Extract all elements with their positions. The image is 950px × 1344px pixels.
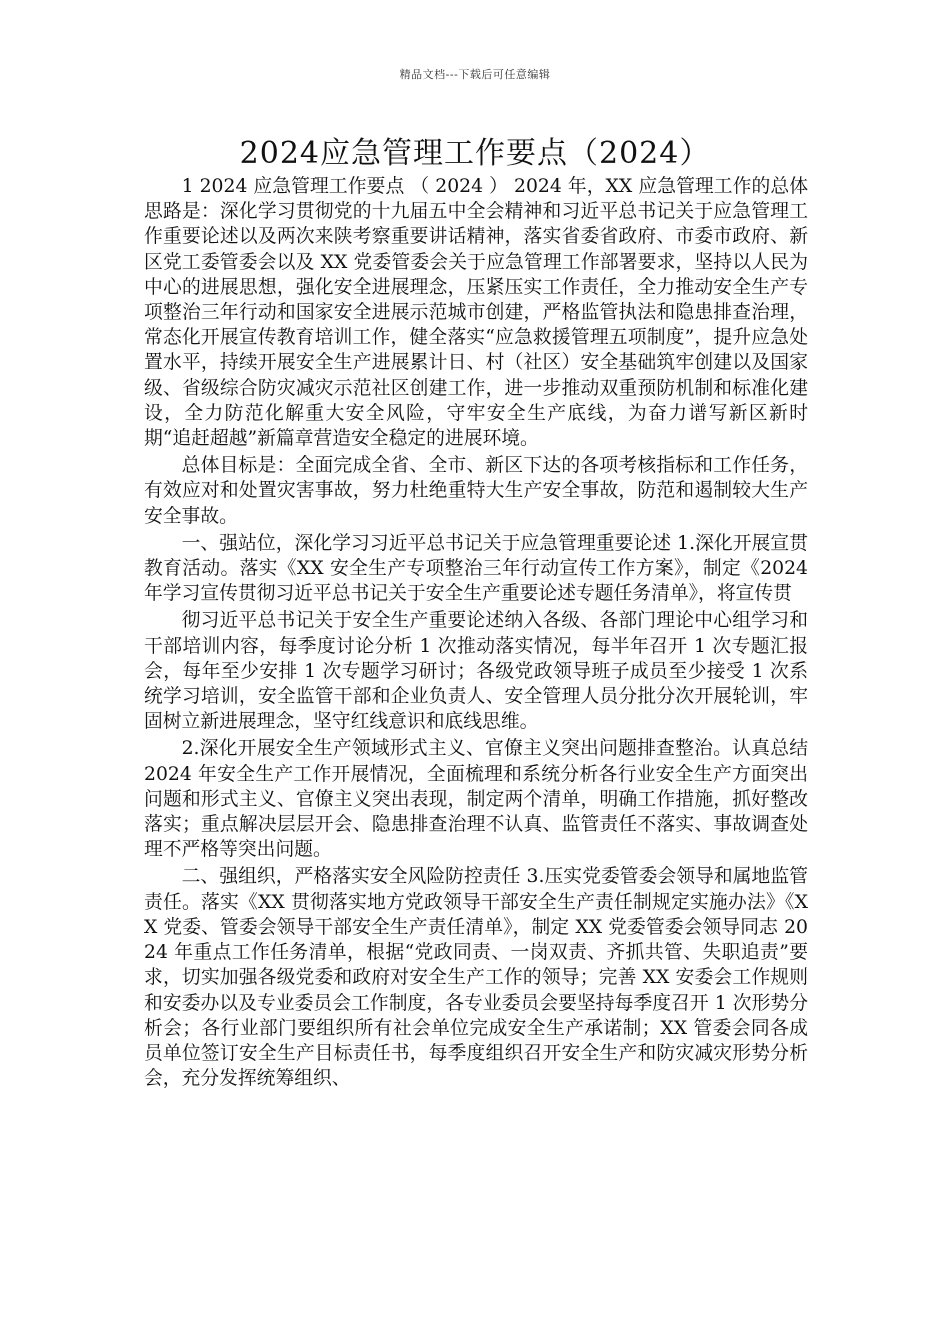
paragraph-section-1: 一、强站位，深化学习习近平总书记关于应急管理重要论述 1.深化开展宣贯教育活动。落实《XX 安全生产专项整治三年行动宣传工作方案》，制定《2024 年学习宣传贯彻习近平总书记关于安全生产重要论述专题任务清单》，将宣传贯 — [144, 532, 808, 605]
paragraph-item-2: 2.深化开展安全生产领域形式主义、官僚主义突出问题排查整治。认真总结 2024 年安全生产工作开展情况，全面梳理和系统分析各行业安全生产方面突出问题和形式主义、官僚主义突出表现，制定两个清单，明确工作措施，抓好整改落实；重点解决层层开会、隐患排查治理不认真、监管责任不落实、事故调查处理不严格等突出问题。 — [144, 738, 808, 861]
paragraph-study: 彻习近平总书记关于安全生产重要论述纳入各级、各部门理论中心组学习和干部培训内容，每季度讨论分析 1 次推动落实情况，每半年召开 1 次专题汇报会，每年至少安排 1 次专题学习研讨；各级党政领导班子成员至少接受 1 次系统学习培训，安全监管干部和企业负责人、安全管理人员分批分次开展轮训，牢固树立新进展理念，坚守红线意识和底线思维。 — [144, 610, 808, 733]
paragraph-section-2: 二、强组织，严格落实安全风险防控责任 3.压实党委管委会领导和属地监管责任。落实《XX 贯彻落实地方党政领导干部安全生产责任制规定实施办法》《XX 党委、管委会领导干部安全生产责任清单》，制定 XX 党委管委会领导同志 2024 年重点工作任务清单，根据“党政同责、一岗双责、齐抓共管、失职追责”要求，切实加强各级党委和政府对安全生产工作的领导；完善 XX 安委会工作规则和安委办以及专业委员会工作制度，各专业委员会要坚持每季度召开 1 次形势分析会；各行业部门要组织所有社会单位完成安全生产承诺制；XX 管委会同各成员单位签订安全生产目标责任书，每季度组织召开安全生产和防灾减灾形势分析会，充分发挥统筹组织、 — [144, 866, 808, 1090]
document-title: 2024应急管理工作要点（2024） — [239, 136, 711, 171]
header-note: 精品文档---下载后可任意编辑 — [399, 68, 551, 81]
paragraph-overview: 1 2024 应急管理工作要点 （ 2024 ） 2024 年，XX 应急管理工作的总体思路是：深化学习贯彻党的十九届五中全会精神和习近平总书记关于应急管理工作重要论述以及两次来陕考察重要讲话精神，落实省委省政府、市委市政府、新区党工委管委会以及 XX 党委管委会关于应急管理工作部署要求，坚持以人民为中心的进展思想，强化安全进展理念，压紧压实工作责任，全力推动安全生产专项整治三年行动和国家安全进展示范城市创建，严格监管执法和隐患排查治理，常态化开展宣传教育培训工作，健全落实“应急救援管理五项制度”，提升应急处置水平，持续开展安全生产进展累计日、村（社区）安全基础筑牢创建以及国家级、省级综合防灾减灾示范社区创建工作，进一步推动双重预防机制和标准化建设，全力防范化解重大安全风险，守牢安全生产底线，为奋力谱写新区新时期“追赶超越”新篇章营造安全稳定的进展环境。 — [144, 176, 808, 450]
paragraph-goal: 总体目标是：全面完成全省、全市、新区下达的各项考核指标和工作任务，有效应对和处置灾害事故，努力杜绝重特大生产安全事故，防范和遏制较大生产安全事故。 — [144, 455, 808, 527]
document-body — [144, 174, 808, 1091]
